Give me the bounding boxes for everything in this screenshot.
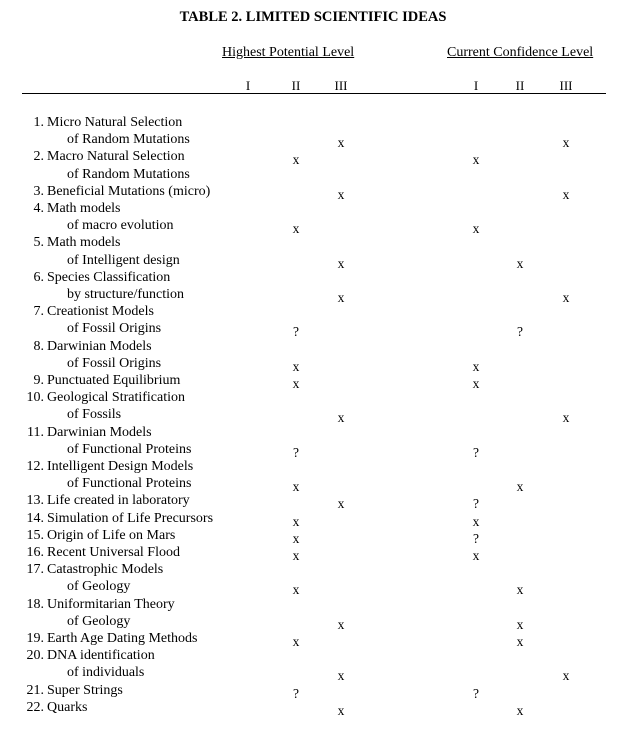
row-label-continuation: of Functional Proteins	[67, 441, 192, 457]
row-number: 9.	[33, 373, 44, 388]
row-label-continuation: of Geology	[67, 613, 131, 629]
row-label: Intelligent Design Models	[47, 459, 194, 474]
x-mark-col-2: x	[292, 152, 300, 168]
x-mark-col-3: x	[337, 668, 345, 684]
x-mark-col-4: x	[472, 548, 480, 563]
row-number: 3.	[33, 183, 44, 199]
row-label: Uniformitarian Theory	[47, 596, 175, 612]
row-label: Darwinian Models	[47, 338, 152, 354]
x-mark-col-4: x	[472, 358, 480, 374]
header-rule	[22, 93, 606, 94]
x-mark-col-3: x	[337, 186, 345, 202]
row-number: 22.	[26, 699, 44, 715]
x-mark-col-3: x	[337, 255, 345, 271]
row-number: 1.	[33, 115, 44, 130]
x-mark-col-2: x	[292, 548, 300, 563]
x-mark-col-3: x	[337, 290, 345, 305]
row-number: 16.	[26, 545, 44, 560]
row-label: DNA identification	[47, 648, 155, 664]
uncertain-mark-col-4: ?	[473, 530, 479, 546]
row-number: 7.	[33, 304, 44, 320]
x-mark-col-6: x	[562, 410, 570, 426]
uncertain-mark-col-2: ?	[293, 324, 299, 340]
x-mark-col-2: x	[292, 479, 300, 495]
uncertain-mark-col-2: ?	[293, 685, 299, 701]
row-number: 21.	[26, 682, 44, 698]
row-label-continuation: of Functional Proteins	[67, 476, 192, 492]
x-mark-col-2: x	[292, 221, 300, 237]
row-number: 19.	[26, 631, 44, 646]
group-header-current-confidence: Current Confidence Level	[447, 45, 594, 60]
row-label: Earth Age Dating Methods	[47, 631, 198, 646]
row-label: Geological Stratification	[47, 390, 186, 406]
column-header-hp-3: III	[334, 78, 348, 93]
row-label: Quarks	[47, 699, 88, 715]
x-mark-col-4: x	[472, 376, 480, 391]
row-number: 10.	[26, 390, 44, 406]
x-mark-col-5: x	[516, 616, 524, 632]
row-number: 5.	[33, 235, 44, 251]
uncertain-mark-col-5: ?	[517, 324, 523, 340]
row-label-continuation: of individuals	[67, 665, 145, 681]
x-mark-col-6: x	[562, 186, 570, 202]
x-mark-col-6: x	[562, 135, 570, 151]
x-mark-col-6: x	[562, 290, 570, 305]
row-label: Catastrophic Models	[47, 562, 164, 578]
x-mark-col-3: x	[337, 496, 345, 512]
row-label: Creationist Models	[47, 304, 154, 320]
row-number: 13.	[26, 493, 44, 509]
x-mark-col-6: x	[562, 668, 570, 684]
uncertain-mark-col-4: ?	[473, 496, 479, 512]
x-mark-col-5: x	[516, 702, 524, 718]
row-label: Origin of Life on Mars	[47, 527, 176, 543]
row-number: 18.	[26, 596, 44, 612]
row-label: Beneficial Mutations (micro)	[47, 183, 211, 199]
row-label: Math models	[47, 235, 121, 251]
row-number: 4.	[33, 201, 44, 216]
x-mark-col-5: x	[516, 479, 524, 495]
row-label-continuation: of Intelligent design	[67, 252, 180, 268]
row-label: Darwinian Models	[47, 424, 152, 440]
row-label: Species Classification	[47, 269, 171, 285]
uncertain-mark-col-2: ?	[293, 444, 299, 460]
row-number: 20.	[26, 648, 44, 664]
row-number: 6.	[33, 269, 44, 285]
row-label-continuation: of Random Mutations	[67, 166, 190, 182]
row-label-continuation: of macro evolution	[67, 218, 174, 234]
row-label-continuation: of Fossils	[67, 407, 122, 423]
x-mark-col-3: x	[337, 702, 345, 718]
row-label: Super Strings	[47, 682, 123, 698]
row-label: Recent Universal Flood	[47, 545, 180, 560]
row-number: 12.	[26, 459, 44, 474]
x-mark-col-2: x	[292, 634, 300, 649]
x-mark-col-2: x	[292, 358, 300, 374]
row-label-continuation: of Fossil Origins	[67, 355, 162, 371]
column-header-hp-1: I	[245, 78, 251, 93]
x-mark-col-2: x	[292, 582, 300, 598]
row-label: Macro Natural Selection	[47, 149, 185, 165]
x-mark-col-2: x	[292, 530, 300, 546]
column-header-cc-2: II	[515, 78, 525, 93]
row-number: 15.	[26, 527, 44, 543]
uncertain-mark-col-4: ?	[473, 444, 479, 460]
x-mark-col-2: x	[292, 513, 300, 529]
row-label-continuation: of Geology	[67, 579, 131, 595]
row-number: 2.	[33, 149, 44, 165]
uncertain-mark-col-4: ?	[473, 685, 479, 701]
table-title: TABLE 2. LIMITED SCIENTIFIC IDEAS	[179, 9, 447, 25]
column-header-cc-1: I	[473, 78, 479, 93]
x-mark-col-5: x	[516, 255, 524, 271]
row-label: Simulation of Life Precursors	[47, 510, 214, 526]
x-mark-col-4: x	[472, 152, 480, 168]
x-mark-col-4: x	[472, 513, 480, 529]
row-number: 17.	[26, 562, 44, 578]
x-mark-col-4: x	[472, 221, 480, 237]
row-label: Punctuated Equilibrium	[47, 373, 181, 388]
row-number: 11.	[27, 424, 44, 440]
row-number: 14.	[26, 510, 44, 526]
column-header-hp-2: II	[291, 78, 301, 93]
row-label-continuation: of Fossil Origins	[67, 321, 162, 337]
x-mark-col-3: x	[337, 135, 345, 151]
row-number: 8.	[33, 338, 44, 354]
row-label-continuation: of Random Mutations	[67, 132, 190, 148]
column-header-cc-3: III	[559, 78, 573, 93]
x-mark-col-5: x	[516, 582, 524, 598]
group-header-highest-potential: Highest Potential Level	[222, 45, 355, 60]
x-mark-col-3: x	[337, 410, 345, 426]
row-label: Micro Natural Selection	[47, 115, 183, 130]
x-mark-col-3: x	[337, 616, 345, 632]
x-mark-col-2: x	[292, 376, 300, 391]
x-mark-col-5: x	[516, 634, 524, 649]
row-label: Math models	[47, 201, 121, 216]
row-label-continuation: by structure/function	[67, 287, 185, 302]
row-label: Life created in laboratory	[47, 493, 190, 509]
